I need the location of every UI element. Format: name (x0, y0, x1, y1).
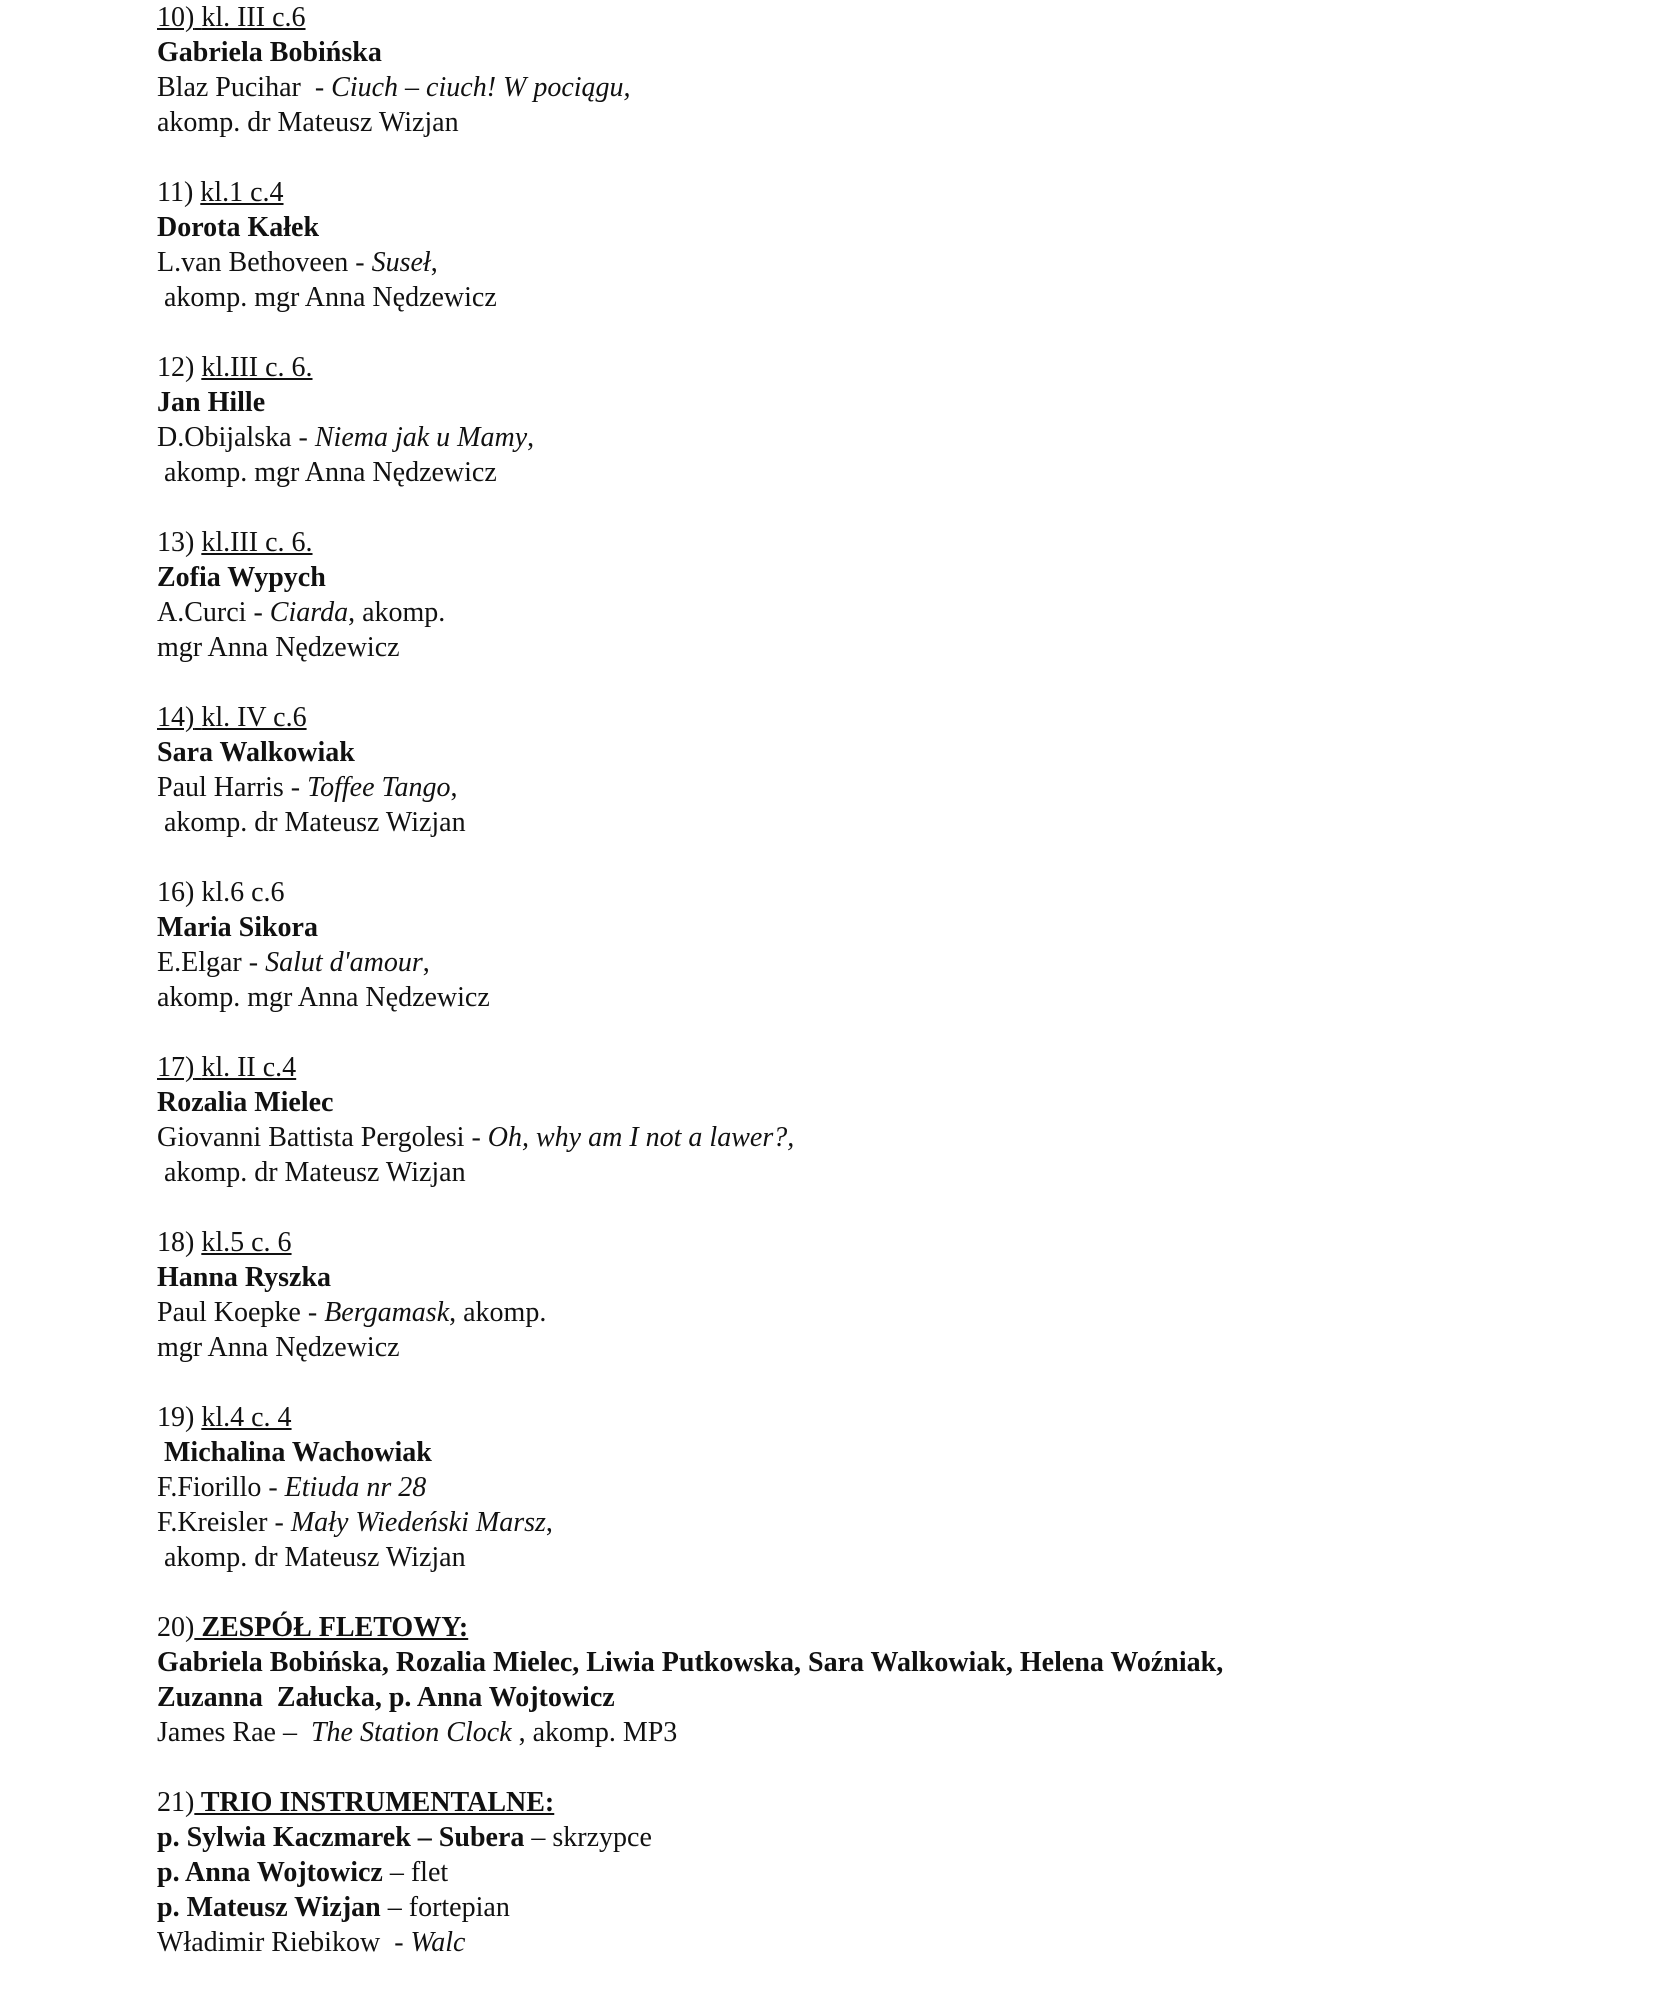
performer-name: p. Mateusz Wizjan (157, 1892, 381, 1923)
ensemble-title: ZESPÓŁ FLETOWY: (194, 1612, 469, 1643)
program-entry-12 (157, 350, 1557, 490)
accompanist: mgr Anna Nędzewicz (157, 632, 400, 663)
entry-number: 16) (157, 877, 195, 908)
entry-number: 20) (157, 1612, 195, 1643)
work-title: Mały Wiedeński Marsz (290, 1507, 546, 1538)
separator: - (291, 422, 315, 453)
work-suffix: , (527, 422, 535, 453)
work-title: Niema jak u Mamy (314, 422, 528, 453)
separator: - (300, 72, 332, 103)
separator: - (348, 247, 372, 278)
performer-name: Maria Sikora (157, 912, 318, 943)
composer: E.Elgar (157, 947, 242, 978)
composer: Blaz Pucihar (157, 72, 301, 103)
program-document (157, 0, 1557, 1995)
separator: - (241, 947, 266, 978)
entry-number: 10) (157, 2, 195, 33)
program-entry-18 (157, 1225, 1557, 1365)
instrument: – fortepian (380, 1892, 510, 1923)
program-entry-21 (157, 1785, 1557, 1960)
class-label: kl.4 c. 4 (201, 1402, 292, 1433)
separator: - (380, 1927, 411, 1958)
composer: F.Fiorillo (157, 1472, 262, 1503)
performer-name: Hanna Ryszka (157, 1262, 332, 1293)
program-entry-19 (157, 1400, 1557, 1575)
entry-number: 13) (157, 527, 195, 558)
composer: A.Curci (157, 597, 247, 628)
entry-number: 12) (157, 352, 195, 383)
work-title: Suseł (371, 247, 431, 278)
work-title: Ciarda (269, 597, 349, 628)
composer: D.Obijalska (157, 422, 292, 453)
accompanist: akomp. mgr Anna Nędzewicz (157, 982, 490, 1013)
work-suffix: , (450, 772, 458, 803)
entry-number: 11) (157, 177, 194, 208)
composer: James Rae (157, 1717, 276, 1748)
instrument: – skrzypce (524, 1822, 652, 1853)
class-label: kl.6 c.6 (201, 877, 285, 908)
composer: Paul Koepke (157, 1297, 301, 1328)
entry-number: 19) (157, 1402, 195, 1433)
ensemble-members: Gabriela Bobińska, Rozalia Mielec, Liwia Putkowska, Sara Walkowiak, Helena Woźniak, (157, 1647, 1224, 1678)
work-title: Ciuch – ciuch! W pociągu, (331, 72, 631, 103)
separator: – (275, 1717, 311, 1748)
separator: - (300, 1297, 325, 1328)
ensemble-members: Zuzanna Załucka, p. Anna Wojtowicz (157, 1682, 615, 1713)
entry-number: 18) (157, 1227, 195, 1258)
separator: - (246, 597, 270, 628)
work-title: Oh, why am I not a lawer?, (487, 1122, 795, 1153)
performer-name: Gabriela Bobińska (157, 37, 382, 68)
program-entry-11 (157, 175, 1557, 315)
performer-name: Sara Walkowiak (157, 737, 355, 768)
work-title: Salut d'amour (265, 947, 423, 978)
program-entry-20 (157, 1610, 1557, 1750)
separator: - (283, 772, 308, 803)
instrument: – flet (382, 1857, 449, 1888)
class-label: kl.1 c.4 (200, 177, 284, 208)
entry-number: 17) (157, 1052, 195, 1083)
class-label: kl.III c. 6. (201, 352, 313, 383)
work-suffix: , (422, 947, 430, 978)
program-entry-10 (157, 0, 1557, 140)
accompanist: akomp. dr Mateusz Wizjan (157, 1157, 466, 1188)
performer-name: Michalina Wachowiak (157, 1437, 432, 1468)
program-entry-13 (157, 525, 1557, 665)
accompanist: akomp. mgr Anna Nędzewicz (157, 457, 497, 488)
composer: F.Kreisler (157, 1507, 268, 1538)
performer-name: Zofia Wypych (157, 562, 326, 593)
class-label: kl. II c.4 (201, 1052, 297, 1083)
separator: - (261, 1472, 285, 1503)
composer: Giovanni Battista Pergolesi (157, 1122, 465, 1153)
separator: - (464, 1122, 488, 1153)
entry-number: 21) (157, 1787, 195, 1818)
accompanist: mgr Anna Nędzewicz (157, 1332, 400, 1363)
accompanist: akomp. dr Mateusz Wizjan (157, 807, 466, 838)
class-label: kl.III c. 6. (201, 527, 313, 558)
composer: L.van Bethoveen (157, 247, 349, 278)
work-suffix: , akomp. (348, 597, 446, 628)
performer-name: Dorota Kałek (157, 212, 320, 243)
program-entry-14 (157, 700, 1557, 840)
composer: Paul Harris (157, 772, 284, 803)
performer-name: p. Anna Wojtowicz (157, 1857, 383, 1888)
work-suffix: , akomp. MP3 (511, 1717, 678, 1748)
accompanist: akomp. dr Mateusz Wizjan (157, 1542, 466, 1573)
work-title: The Station Clock (310, 1717, 512, 1748)
work-suffix: , akomp. (449, 1297, 547, 1328)
composer: Władimir Riebikow (157, 1927, 381, 1958)
work-title: Etiuda nr 28 (284, 1472, 427, 1503)
program-entry-17 (157, 1050, 1557, 1190)
performer-name: Rozalia Mielec (157, 1087, 334, 1118)
separator: - (267, 1507, 291, 1538)
entry-number: 14) (157, 702, 195, 733)
class-label: kl. IV c.6 (201, 702, 307, 733)
work-title: Walc (410, 1927, 466, 1958)
class-label: kl.5 c. 6 (201, 1227, 292, 1258)
work-suffix: , (430, 247, 438, 278)
performer-name: p. Sylwia Kaczmarek – Subera (157, 1822, 525, 1853)
work-title: Toffee Tango (307, 772, 451, 803)
ensemble-title: TRIO INSTRUMENTALNE: (194, 1787, 555, 1818)
class-label: kl. III c.6 (201, 2, 306, 33)
accompanist: akomp. mgr Anna Nędzewicz (157, 282, 497, 313)
work-suffix: , (545, 1507, 553, 1538)
accompanist: akomp. dr Mateusz Wizjan (157, 107, 459, 138)
performer-name: Jan Hille (157, 387, 266, 418)
work-title: Bergamask (324, 1297, 450, 1328)
program-entry-16 (157, 875, 1557, 1015)
